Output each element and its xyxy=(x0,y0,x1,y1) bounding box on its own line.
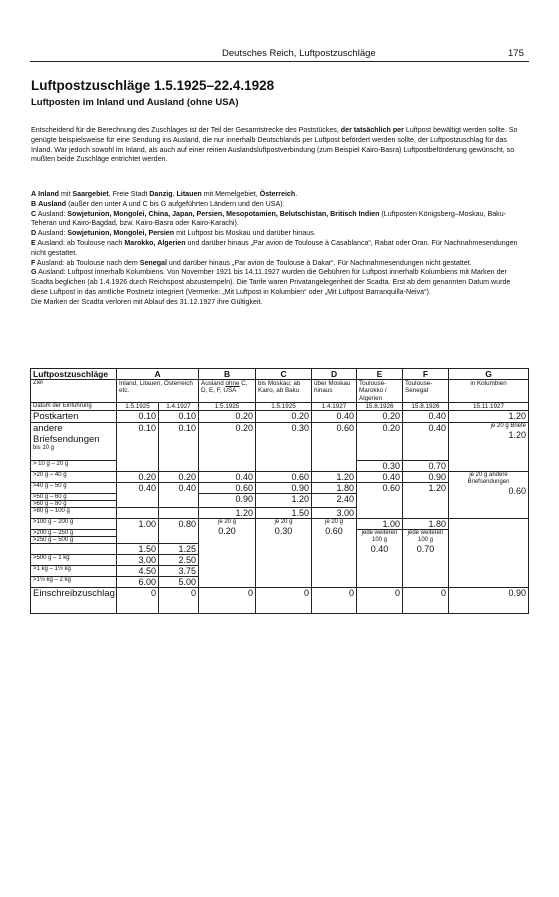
header-rule xyxy=(30,61,529,62)
weight-label: >60 g – 80 g xyxy=(31,501,117,508)
weiteren-note: jede weiteren 100 g xyxy=(361,530,398,544)
einschreib-row xyxy=(31,588,529,614)
briefe-label-cell xyxy=(31,423,117,461)
g-value2: 0.60 xyxy=(508,486,527,497)
rate-cell: 6.00 xyxy=(117,577,159,588)
zone-definitions xyxy=(31,190,528,308)
rate-cell: 0.10 xyxy=(117,411,159,423)
je-note: je 20 g xyxy=(218,519,237,526)
col-letter-a: A xyxy=(117,369,199,380)
zone-text: Ausland: Luftpost innerhalb Kolumbiens. Von November 1921 bis 14.11.1927 wurden die Gebühren für Luftpost innerhalb Kolumbiens mit Marken der Scadta beglichen (ab 1.4.1926 durch Reichspost abzustempeln). Die Tarife waren Privatangelegenheit der Scadta. Erst ab dem genannten Datum wurde diese Luftpost in das amtliche Postnetz integriert (Vermerke: „Mit Luftpost in Kolumbien“ oder „Mit Luftpost Barranquilla-Neiva“). xyxy=(31,268,511,296)
briefe-row xyxy=(31,423,529,461)
weight-label: >250 g – 500 g xyxy=(31,537,117,544)
date-cell: 15.11.1927 xyxy=(449,403,529,411)
weight-label: >20 g – 40 g xyxy=(31,472,117,483)
je-value: 0.20 xyxy=(218,526,236,537)
ziel-label: Ziel xyxy=(31,380,117,403)
rate-cell: 3.00 xyxy=(312,508,357,519)
running-head: Deutsches Reich, Luftpostzuschläge xyxy=(222,48,376,59)
einschreib-label: Einschreibzuschlag xyxy=(31,588,117,614)
rate-cell: 0 xyxy=(256,588,312,614)
page-title: Luftpostzuschläge 1.5.1925–22.4.1928 xyxy=(31,78,275,93)
intro-text: Entscheidend für die Berechnung des Zuschlages ist der Teil der Gesamtstrecke des Poststückes, xyxy=(31,126,341,134)
rate-cell: 0 xyxy=(357,588,403,614)
rate-cell: 1.25 xyxy=(159,544,199,555)
zone-text: , xyxy=(172,190,177,198)
page-subtitle: Luftposten im Inland und Ausland (ohne USA) xyxy=(31,97,239,108)
rate-cell: 1.00 xyxy=(117,519,159,544)
weight-label-spacer xyxy=(31,544,117,555)
date-cell: 1.4.1927 xyxy=(312,403,357,411)
weight-label: >50 g – 60 g xyxy=(31,494,117,501)
weight-label: >40 g – 50 g xyxy=(31,483,117,494)
rate-cell: 0.40 xyxy=(403,411,449,423)
col-letter-c: C xyxy=(256,369,312,380)
date-cell: 15.8.1926 xyxy=(403,403,449,411)
col-letter-f: F xyxy=(403,369,449,380)
rate-cell: 0.10 xyxy=(159,411,199,423)
rate-cell: 0.40 xyxy=(199,472,256,483)
rate-cell: 0.20 xyxy=(117,472,159,483)
rate-cell: 5.00 xyxy=(159,577,199,588)
weight-label: > 10 g – 20 g xyxy=(31,461,117,472)
target-b-underline: ohne xyxy=(225,380,240,387)
zone-bold: Inland xyxy=(38,190,59,198)
zone-f xyxy=(31,259,528,269)
g-note: je 20 g Briefe xyxy=(490,423,527,430)
target-b-text: Ausland xyxy=(201,380,226,387)
intro-bold: der tatsächlich per xyxy=(340,126,404,134)
empty-cell xyxy=(159,508,199,519)
rate-cell: 0.60 xyxy=(199,483,256,494)
zone-text: mit Luftpost bis Moskau und darüber hinaus. xyxy=(174,229,316,238)
zone-text: und darüber hinaus „Par avion de Toulouse à Dakar“. Für Nachnahmesendungen nicht gestattet. xyxy=(166,258,472,267)
weiteren-value: 0.40 xyxy=(370,544,389,555)
weight-label: >1 kg – 1½ kg xyxy=(31,566,117,577)
rate-cell: 2.40 xyxy=(312,494,357,508)
target-g: in Kolumbien xyxy=(449,380,529,403)
rate-cell: 0 xyxy=(312,588,357,614)
rate-cell: 0.20 xyxy=(357,411,403,423)
f-note-cell xyxy=(403,530,449,588)
rate-cell: 1.20 xyxy=(256,494,312,508)
zone-c xyxy=(31,210,528,230)
target-a: Inland, Litauen, Österreich etc. xyxy=(117,380,199,403)
target-b xyxy=(199,380,256,403)
rate-cell: 0.60 xyxy=(357,483,403,519)
zone-bold: Danzig xyxy=(149,190,173,198)
weight-label: >80 g – 100 g xyxy=(31,508,117,519)
zone-letter: A xyxy=(31,190,37,198)
empty-cell xyxy=(117,508,159,519)
weiteren-note: jede weiteren 100 g xyxy=(407,530,444,544)
g-note2: je 20 g andere Briefsendungen xyxy=(467,472,510,486)
rate-cell: 0.70 xyxy=(403,461,449,472)
col-letter-d: D xyxy=(312,369,357,380)
rate-cell: 0.90 xyxy=(199,494,256,508)
rate-cell: 0 xyxy=(117,588,159,614)
target-f: Toulouse-Senegal xyxy=(403,380,449,403)
rate-cell: 1.80 xyxy=(312,483,357,494)
je-value: 0.30 xyxy=(274,526,293,537)
g-value: 1.20 xyxy=(508,430,527,441)
zone-bold: Litauen xyxy=(176,190,202,198)
zone-g xyxy=(31,268,528,297)
target-b-text: C, D, E, F, USA xyxy=(201,380,248,395)
briefe-label: andere Briefsendungen xyxy=(33,423,100,446)
date-row xyxy=(31,403,529,411)
weight-label: >500 g – 1 kg xyxy=(31,555,117,566)
je-note: je 20 g xyxy=(325,519,344,526)
rate-cell: 0 xyxy=(403,588,449,614)
rate-cell: 0.20 xyxy=(357,423,403,461)
zone-letter: C xyxy=(31,209,37,218)
target-c: bis Moskau; ab Kairo, ab Baku xyxy=(256,380,312,403)
e-note-cell xyxy=(357,530,403,588)
g-briefe-cell xyxy=(449,423,529,472)
zone-bold: Saargebiet xyxy=(72,190,109,198)
zone-text: , Freie Stadt xyxy=(108,190,150,198)
rate-cell: 0.10 xyxy=(159,423,199,472)
zone-letter: B xyxy=(31,199,37,208)
zone-text: mit Memelgebiet, xyxy=(201,190,260,198)
zone-text: . xyxy=(295,190,298,198)
postkarten-row xyxy=(31,411,529,423)
zone-a xyxy=(31,190,528,200)
zone-bold: Marokko, Algerien xyxy=(124,238,186,247)
rate-cell: 1.20 xyxy=(449,411,529,423)
rate-cell: 0.30 xyxy=(256,423,312,472)
rate-cell: 0.40 xyxy=(117,483,159,508)
rate-cell: 1.00 xyxy=(357,519,403,530)
target-d: über Moskau hinaus xyxy=(312,380,357,403)
zone-text: Die Marken der Scadta verloren mit Ablauf des 31.12.1927 ihre Gültigkeit. xyxy=(31,297,263,306)
zone-e xyxy=(31,239,528,259)
target-e: Toulouse-Marokko / Algerien xyxy=(357,380,403,403)
rate-cell: 1.50 xyxy=(256,508,312,519)
w-100-200-row xyxy=(31,519,529,530)
weight-label: >100 g – 200 g xyxy=(31,519,117,530)
rate-cell: 0.20 xyxy=(159,472,199,483)
rate-cell: 4.50 xyxy=(117,566,159,577)
rate-cell: 0.40 xyxy=(312,411,357,423)
g-empty-cell xyxy=(449,519,529,588)
col-letter-b: B xyxy=(199,369,256,380)
d-je-cell xyxy=(312,519,357,588)
zone-text: (außer den unter A und C bis G aufgeführten Ländern und den USA). xyxy=(66,199,285,208)
zone-letter: E xyxy=(31,238,36,247)
zone-text: mit xyxy=(59,190,73,198)
rate-cell: 0.90 xyxy=(256,483,312,494)
rate-cell: 0 xyxy=(159,588,199,614)
weiteren-value: 0.70 xyxy=(416,544,435,555)
rate-cell: 0.40 xyxy=(403,423,449,461)
rate-cell: 1.80 xyxy=(403,519,449,530)
rate-cell: 0.20 xyxy=(256,411,312,423)
rate-cell: 0.10 xyxy=(117,423,159,472)
zone-text: und darüber hinaus „Par avion de Toulouse à Casablanca“, Rabat oder Oran. Für Nachnahmesendungen nicht gestattet. xyxy=(31,238,518,257)
rate-cell: 3.75 xyxy=(159,566,199,577)
postkarten-label: Postkarten xyxy=(31,411,117,423)
date-cell: 15.8.1926 xyxy=(357,403,403,411)
zone-letter: G xyxy=(31,268,37,277)
target-row xyxy=(31,380,529,403)
date-cell: 1.5.1925 xyxy=(117,403,159,411)
zone-letter: D xyxy=(31,229,37,238)
zone-d xyxy=(31,229,528,239)
zone-text: Ausland: xyxy=(36,229,68,238)
date-cell: 1.4.1927 xyxy=(159,403,199,411)
zone-bold: Österreich xyxy=(259,190,296,198)
rate-cell: 2.50 xyxy=(159,555,199,566)
rate-cell: 1.20 xyxy=(199,508,256,519)
b-je-cell xyxy=(199,519,256,588)
date-cell: 1.5.1925 xyxy=(256,403,312,411)
rate-cell: 1.20 xyxy=(403,483,449,519)
zone-g-note xyxy=(31,298,528,308)
rate-cell: 0.20 xyxy=(199,411,256,423)
table-title: Luftpostzuschläge xyxy=(31,369,117,380)
zone-bold: Senegal xyxy=(139,258,167,267)
page-number: 175 xyxy=(508,48,524,59)
w-20-40-row xyxy=(31,472,529,483)
rate-cell: 3.00 xyxy=(117,555,159,566)
zone-text: Ausland: ab Toulouse nach dem xyxy=(35,258,140,267)
rate-cell: 1.20 xyxy=(312,472,357,483)
weight-label: >200 g – 250 g xyxy=(31,530,117,537)
zone-b xyxy=(31,200,528,210)
zone-bold: Ausland xyxy=(38,199,67,208)
zone-letter: F xyxy=(31,258,36,267)
rate-cell: 0.20 xyxy=(199,423,256,472)
date-cell: 1.5.1925 xyxy=(199,403,256,411)
je-value: 0.60 xyxy=(325,526,343,537)
je-note: je 20 g xyxy=(274,519,293,526)
rate-cell: 0.90 xyxy=(449,588,529,614)
col-letter-g: G xyxy=(449,369,529,380)
zone-text: Ausland: ab Toulouse nach xyxy=(35,238,125,247)
rate-cell: 0.60 xyxy=(256,472,312,483)
rate-cell: 0.80 xyxy=(159,519,199,544)
rate-cell: 0.40 xyxy=(159,483,199,508)
zone-text: Ausland: xyxy=(36,209,68,218)
zone-text: (Luftposten Königsberg–Moskau, Baku-Teheran und Kairo-Bagdad, bzw. Kairo-Basra oder Kairo-Karachi). xyxy=(31,209,507,228)
intro-paragraph xyxy=(31,126,528,165)
weight-label: >1½ kg – 2 kg xyxy=(31,577,117,588)
rate-cell: 0 xyxy=(199,588,256,614)
briefe-sub: bis 10 g xyxy=(33,445,55,452)
rate-cell: 0.30 xyxy=(357,461,403,472)
col-letter-e: E xyxy=(357,369,403,380)
rate-cell: 1.50 xyxy=(117,544,159,555)
c-je-cell xyxy=(256,519,312,588)
letter-row xyxy=(31,369,529,380)
zone-bold: Sowjetunion, Mongolei, China, Japan, Persien, Mesopotamien, Belutschistan, Britisch Indien xyxy=(67,209,380,218)
g-andere-cell xyxy=(449,472,529,519)
zone-bold: Sowjetunion, Mongolei, Persien xyxy=(67,229,175,238)
rate-cell: 0.90 xyxy=(403,472,449,483)
datum-label: Datum der Einführung xyxy=(31,403,117,411)
intro-text-cont: Luftpost bewältigt werden sollte. So genügte beispielsweise für eine Sendung ins Ausland, die nur innerhalb Deutschlands per Luftpost befördert werden sollte, der Luftpostzuschlag für das Inland. War jedoch sowohl im Inland, als auch auf einer reinen Auslandsluftpostverbindung (zum Beispiel Kairo-Basra) Luftpostbeförderung gewünscht, so mußten beide Zuschläge entrichtet werden. xyxy=(31,126,518,164)
rate-cell: 0.60 xyxy=(312,423,357,472)
rates-table xyxy=(30,368,529,614)
rate-cell: 0.40 xyxy=(357,472,403,483)
